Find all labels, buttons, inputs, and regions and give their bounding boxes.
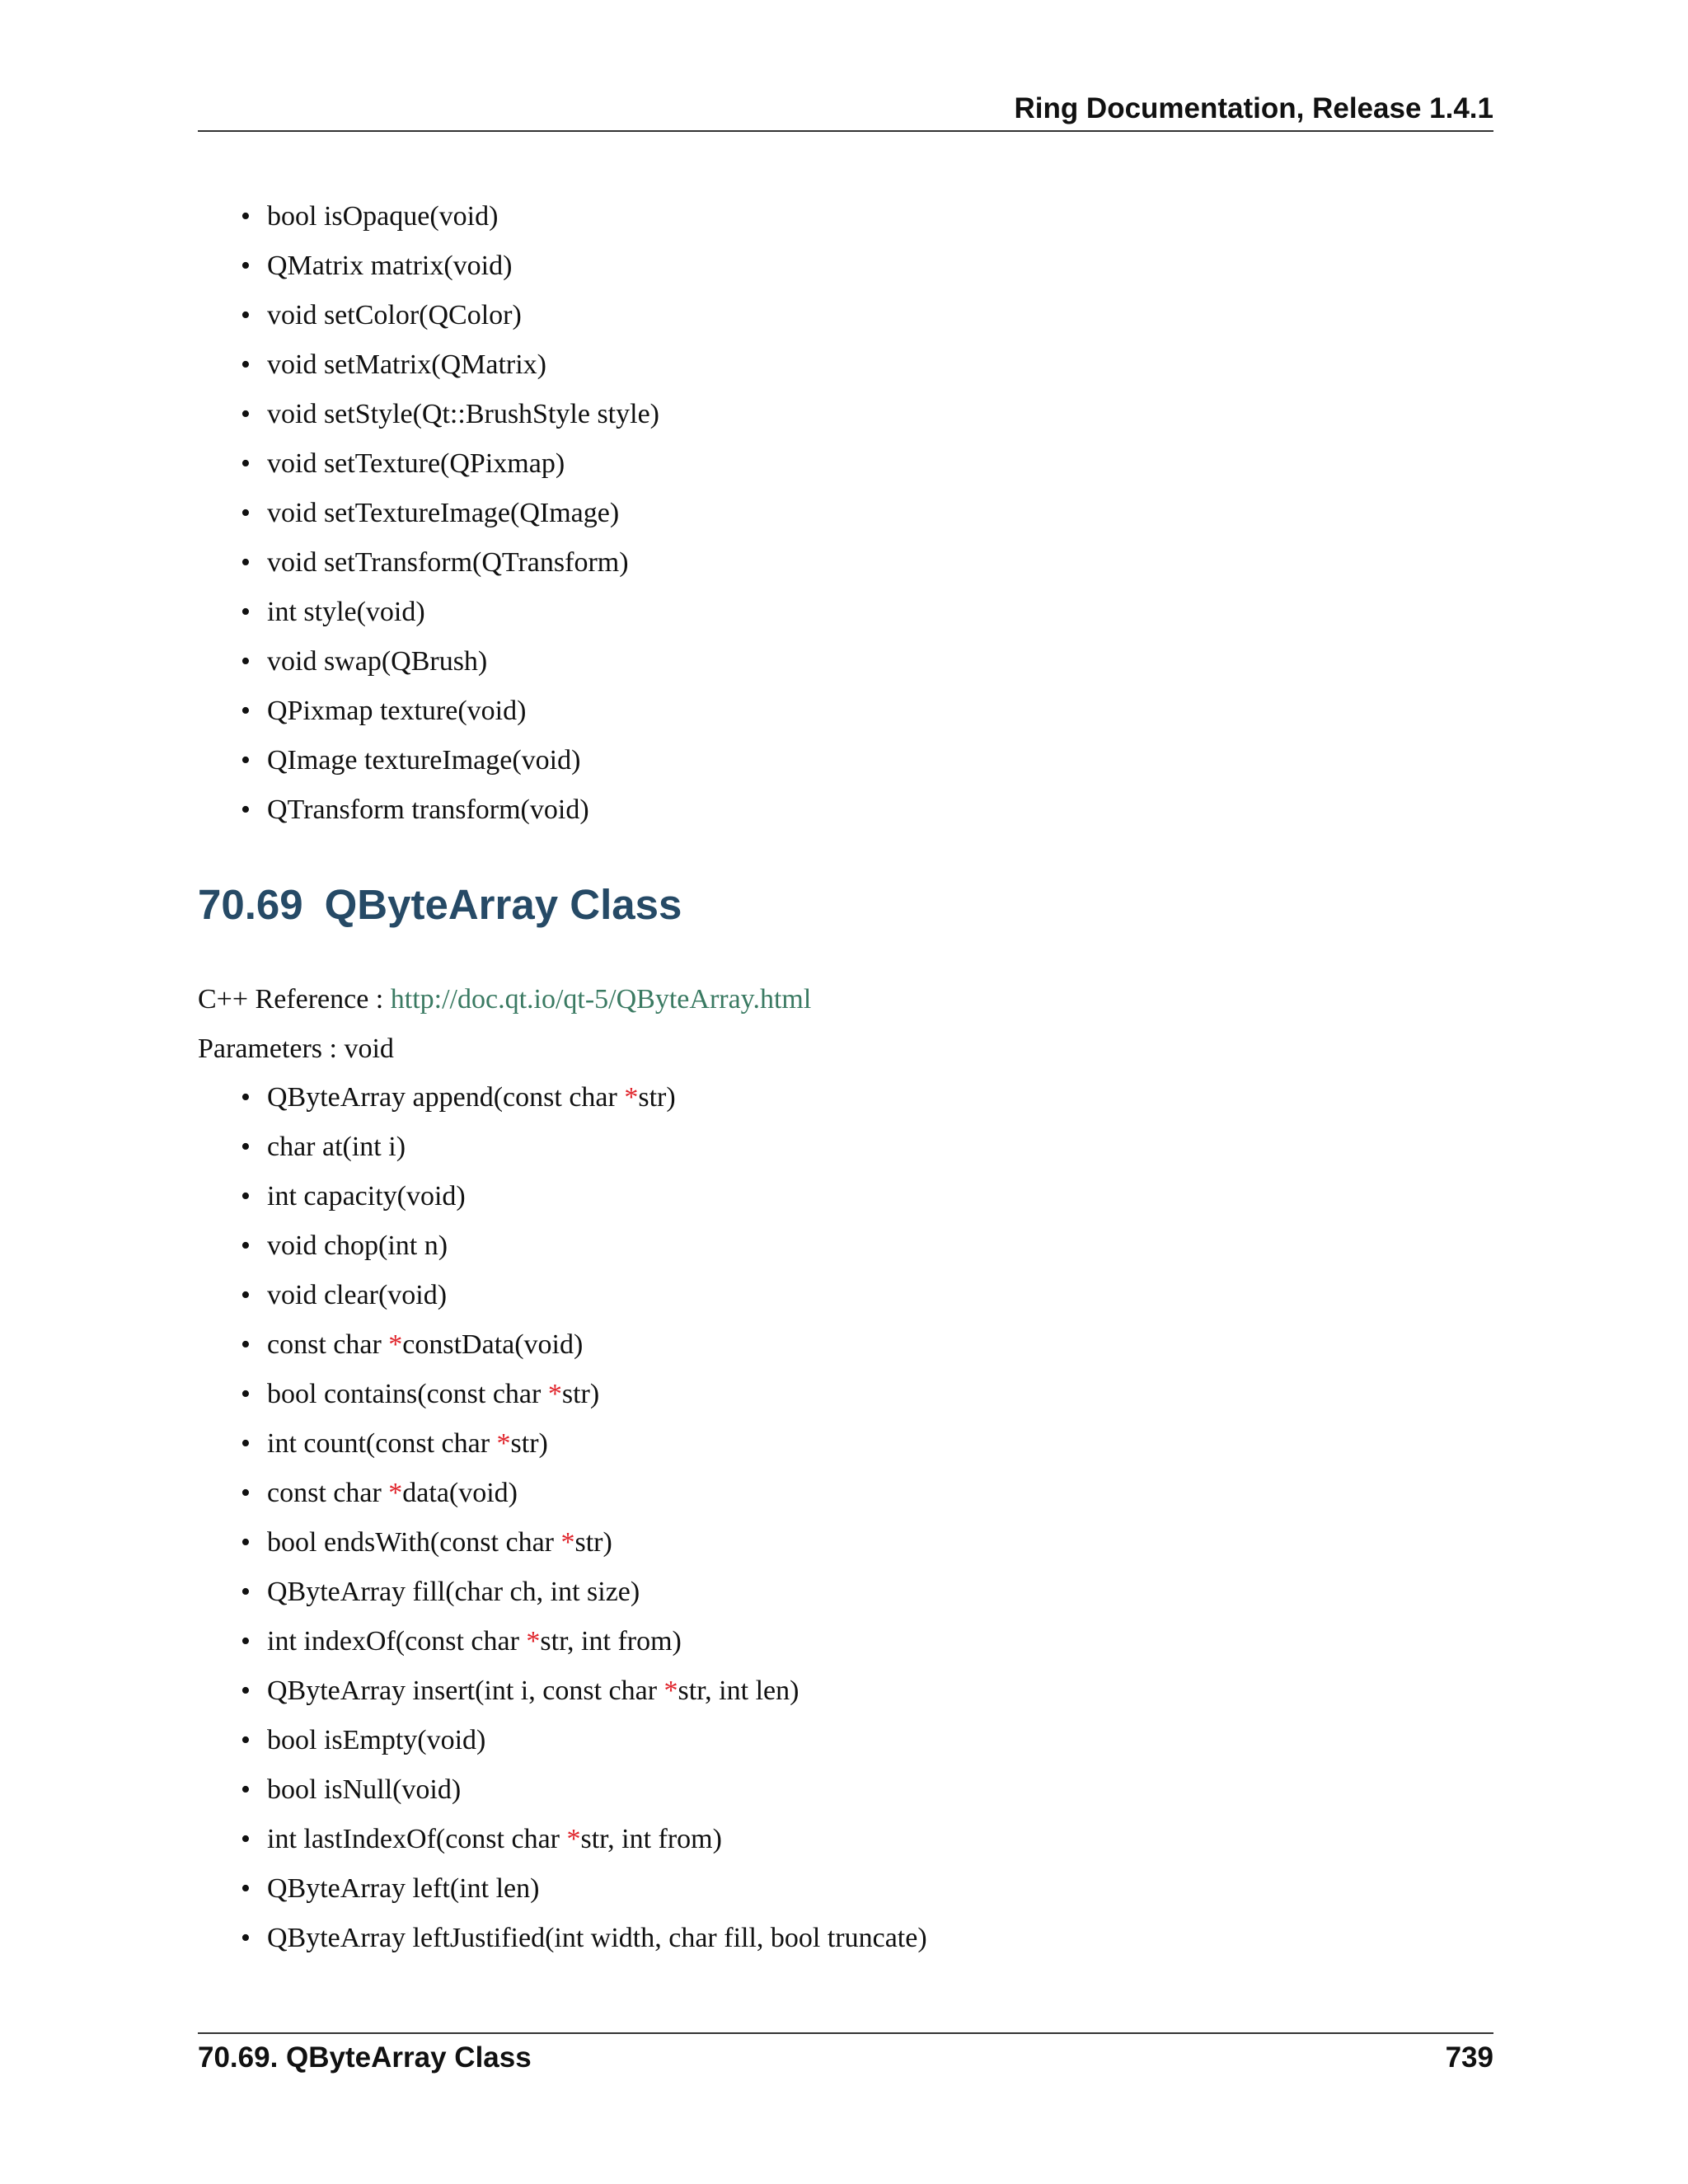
pointer-star: * bbox=[547, 1379, 562, 1409]
method-signature-part: int lastIndexOf(const char bbox=[267, 1824, 567, 1854]
method-item bbox=[0, 439, 659, 489]
section-title-text: QByteArray Class bbox=[324, 881, 682, 928]
footer-divider bbox=[198, 2032, 1493, 2034]
qbrush-method-list bbox=[0, 192, 659, 835]
method-item bbox=[0, 489, 659, 538]
method-item bbox=[0, 1815, 927, 1864]
bullet-icon: • bbox=[241, 1478, 251, 1508]
bullet-icon: • bbox=[241, 1132, 251, 1162]
bullet-icon: • bbox=[241, 1280, 251, 1310]
pointer-star: * bbox=[388, 1478, 403, 1508]
method-signature-part: void setTextureImage(QImage) bbox=[267, 498, 620, 528]
bullet-icon: • bbox=[241, 646, 251, 677]
method-item bbox=[0, 1765, 927, 1815]
method-signature-part: void setTexture(QPixmap) bbox=[267, 448, 565, 479]
bullet-icon: • bbox=[241, 448, 251, 479]
method-signature-part: bool endsWith(const char bbox=[267, 1527, 561, 1558]
method-signature-part: void clear(void) bbox=[267, 1280, 448, 1310]
method-signature-part: void chop(int n) bbox=[267, 1230, 448, 1261]
qbytearray-method-list bbox=[0, 1073, 927, 1963]
method-item bbox=[0, 1518, 927, 1568]
running-header-title: Ring Documentation, Release 1.4.1 bbox=[1014, 92, 1493, 124]
bullet-icon: • bbox=[241, 1329, 251, 1360]
pointer-star: * bbox=[526, 1626, 541, 1657]
method-item bbox=[0, 1914, 927, 1963]
method-signature-part: QByteArray fill(char ch, int size) bbox=[267, 1577, 640, 1607]
bullet-icon: • bbox=[241, 201, 251, 232]
method-signature-part: bool isOpaque(void) bbox=[267, 201, 499, 232]
method-signature-part: str, int len) bbox=[678, 1675, 799, 1706]
method-signature-part: QTransform transform(void) bbox=[267, 794, 589, 825]
method-item bbox=[0, 1419, 927, 1469]
method-signature-part: void swap(QBrush) bbox=[267, 646, 488, 677]
method-signature-part: bool isNull(void) bbox=[267, 1774, 462, 1805]
cpp-reference-link[interactable]: http://doc.qt.io/qt-5/QByteArray.html bbox=[390, 984, 812, 1015]
bullet-icon: • bbox=[241, 1626, 251, 1657]
method-signature-part: constData(void) bbox=[402, 1329, 584, 1360]
method-item bbox=[0, 1172, 927, 1221]
footer-page-number: 739 bbox=[1445, 2041, 1493, 2074]
method-item bbox=[0, 1320, 927, 1370]
method-signature-part: const char bbox=[267, 1329, 389, 1360]
method-item bbox=[0, 1122, 927, 1172]
method-signature-part: QPixmap texture(void) bbox=[267, 696, 527, 726]
method-signature-part: data(void) bbox=[402, 1478, 518, 1508]
method-item bbox=[0, 291, 659, 340]
bullet-icon: • bbox=[241, 498, 251, 528]
method-signature-part: int style(void) bbox=[267, 597, 425, 627]
cpp-reference-line bbox=[198, 975, 811, 1024]
footer-section-label: 70.69. QByteArray Class bbox=[198, 2041, 532, 2074]
method-item bbox=[0, 785, 659, 835]
bullet-icon: • bbox=[241, 547, 251, 578]
method-item bbox=[0, 1568, 927, 1617]
pointer-star: * bbox=[496, 1428, 511, 1459]
method-item bbox=[0, 1271, 927, 1320]
method-item bbox=[0, 390, 659, 439]
bullet-icon: • bbox=[241, 1428, 251, 1459]
method-signature-part: bool contains(const char bbox=[267, 1379, 548, 1409]
method-signature-part: QByteArray insert(int i, const char bbox=[267, 1675, 664, 1706]
method-signature-part: QImage textureImage(void) bbox=[267, 745, 581, 776]
method-signature-part: int indexOf(const char bbox=[267, 1626, 527, 1657]
method-item bbox=[0, 1073, 927, 1122]
method-signature-part: void setTransform(QTransform) bbox=[267, 547, 629, 578]
method-item bbox=[0, 1469, 927, 1518]
method-signature-part: QByteArray left(int len) bbox=[267, 1873, 540, 1904]
bullet-icon: • bbox=[241, 1873, 251, 1904]
method-signature-part: const char bbox=[267, 1478, 389, 1508]
method-item bbox=[0, 192, 659, 241]
bullet-icon: • bbox=[241, 1675, 251, 1706]
method-signature-part: str) bbox=[574, 1527, 612, 1558]
method-item bbox=[0, 241, 659, 291]
method-item bbox=[0, 1666, 927, 1716]
method-item bbox=[0, 1221, 927, 1271]
method-signature-part: void setColor(QColor) bbox=[267, 300, 522, 330]
pointer-star: * bbox=[624, 1082, 639, 1113]
method-signature-part: int capacity(void) bbox=[267, 1181, 466, 1212]
pointer-star: * bbox=[663, 1675, 678, 1706]
section-heading[interactable] bbox=[198, 880, 682, 929]
bullet-icon: • bbox=[241, 251, 251, 281]
bullet-icon: • bbox=[241, 1230, 251, 1261]
cpp-reference-label: C++ Reference : bbox=[198, 984, 391, 1015]
method-item bbox=[0, 637, 659, 687]
bullet-icon: • bbox=[241, 399, 251, 429]
method-signature-part: char at(int i) bbox=[267, 1132, 406, 1162]
bullet-icon: • bbox=[241, 1774, 251, 1805]
method-signature-part: str) bbox=[561, 1379, 600, 1409]
bullet-icon: • bbox=[241, 794, 251, 825]
method-item bbox=[0, 1716, 927, 1765]
bullet-icon: • bbox=[241, 300, 251, 330]
bullet-icon: • bbox=[241, 1181, 251, 1212]
bullet-icon: • bbox=[241, 1824, 251, 1854]
method-item bbox=[0, 588, 659, 637]
method-item bbox=[0, 1864, 927, 1914]
bullet-icon: • bbox=[241, 1082, 251, 1113]
bullet-icon: • bbox=[241, 696, 251, 726]
method-signature-part: void setMatrix(QMatrix) bbox=[267, 349, 546, 380]
section-number: 70.69 bbox=[198, 881, 303, 928]
bullet-icon: • bbox=[241, 597, 251, 627]
bullet-icon: • bbox=[241, 1379, 251, 1409]
parameters-line: Parameters : void bbox=[198, 1033, 394, 1064]
method-signature-part: void setStyle(Qt::BrushStyle style) bbox=[267, 399, 659, 429]
method-item bbox=[0, 736, 659, 785]
method-signature-part: str, int from) bbox=[580, 1824, 722, 1854]
method-signature-part: QByteArray leftJustified(int width, char fill, bool truncate) bbox=[267, 1923, 927, 1953]
method-item bbox=[0, 687, 659, 736]
bullet-icon: • bbox=[241, 745, 251, 776]
method-signature-part: str) bbox=[510, 1428, 548, 1459]
bullet-icon: • bbox=[241, 1527, 251, 1558]
method-item bbox=[0, 538, 659, 588]
bullet-icon: • bbox=[241, 1577, 251, 1607]
method-signature-part: int count(const char bbox=[267, 1428, 497, 1459]
bullet-icon: • bbox=[241, 1923, 251, 1953]
header-divider bbox=[198, 130, 1493, 132]
method-signature-part: bool isEmpty(void) bbox=[267, 1725, 486, 1755]
method-item bbox=[0, 1370, 927, 1419]
pointer-star: * bbox=[388, 1329, 403, 1360]
pointer-star: * bbox=[560, 1527, 575, 1558]
method-signature-part: str) bbox=[638, 1082, 676, 1113]
method-signature-part: QMatrix matrix(void) bbox=[267, 251, 513, 281]
bullet-icon: • bbox=[241, 1725, 251, 1755]
bullet-icon: • bbox=[241, 349, 251, 380]
method-signature-part: str, int from) bbox=[540, 1626, 682, 1657]
method-signature-part: QByteArray append(const char bbox=[267, 1082, 625, 1113]
method-item bbox=[0, 1617, 927, 1666]
method-item bbox=[0, 340, 659, 390]
pointer-star: * bbox=[566, 1824, 581, 1854]
